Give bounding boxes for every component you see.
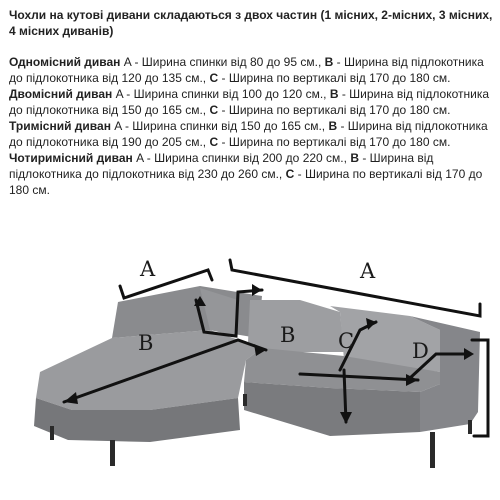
back-cushion-1 (248, 300, 344, 352)
section-c-value: - Ширина по вертикалі від 170 до 180 см. (218, 103, 451, 117)
section-b-value: - Ширина від підлокотника до підлокотника від 230 до 260 см., (9, 151, 434, 181)
letter-c: C (209, 71, 219, 85)
letter-c: C (285, 167, 295, 181)
sofa-leg (110, 440, 115, 466)
section-three-seat (9, 118, 493, 150)
section-c-value: - Ширина по вертикалі від 170 до 180 см. (218, 71, 451, 85)
description-block (9, 7, 493, 198)
label-c: C (338, 329, 355, 353)
section-name: Чотиримісний диван (9, 151, 133, 165)
letter-c: C (209, 135, 219, 149)
section-b-value: - Ширина від підлокотника до підлокотника від 190 до 205 см., (9, 119, 488, 149)
letter-b: B (328, 119, 338, 133)
section-name: Двомісний диван (9, 87, 113, 101)
corner-sofa-diagram (0, 252, 500, 500)
sofa-leg (468, 420, 472, 434)
label-b-left: B (138, 331, 154, 355)
letter-c: C (209, 103, 219, 117)
section-a-value: A - Ширина спинки від 80 до 95 см., (120, 55, 325, 69)
letter-b: B (350, 151, 359, 165)
section-four-seat (9, 150, 493, 198)
letter-b: B (329, 87, 339, 101)
section-a-value: A - Ширина спинки від 150 до 165 см., (110, 119, 329, 133)
label-a-right: A (360, 259, 376, 283)
sofa-leg (430, 432, 435, 468)
label-a-left: A (140, 257, 156, 281)
section-c-value: - Ширина по вертикалі від 170 до 180 см. (9, 167, 483, 197)
section-name: Одномісний диван (9, 55, 121, 69)
sofa-leg (50, 426, 54, 440)
section-two-seat (9, 86, 493, 118)
label-b-right: B (280, 323, 296, 347)
section-a-value: A - Ширина спинки від 200 до 220 см., (132, 151, 351, 165)
label-d: D (412, 339, 429, 363)
letter-b: B (324, 55, 334, 69)
sofa-leg (243, 394, 247, 406)
section-b-value: - Ширина від підлокотника до підлокотника від 120 до 135 см., (9, 55, 484, 85)
section-c-value: - Ширина по вертикалі від 170 до 180 см. (218, 135, 451, 149)
section-name: Тримісний диван (9, 119, 111, 133)
section-b-value: - Ширина від підлокотника до підлокотника від 150 до 165 см., (9, 87, 490, 117)
section-one-seat (9, 54, 493, 86)
page-title: Чохли на кутові дивани складаються з двох частин (1 місних, 2-місних, 3 місних, 4 місних диванів) (9, 8, 493, 38)
section-a-value: A - Ширина спинки від 100 до 120 см., (112, 87, 330, 101)
arrow-head (252, 284, 262, 296)
